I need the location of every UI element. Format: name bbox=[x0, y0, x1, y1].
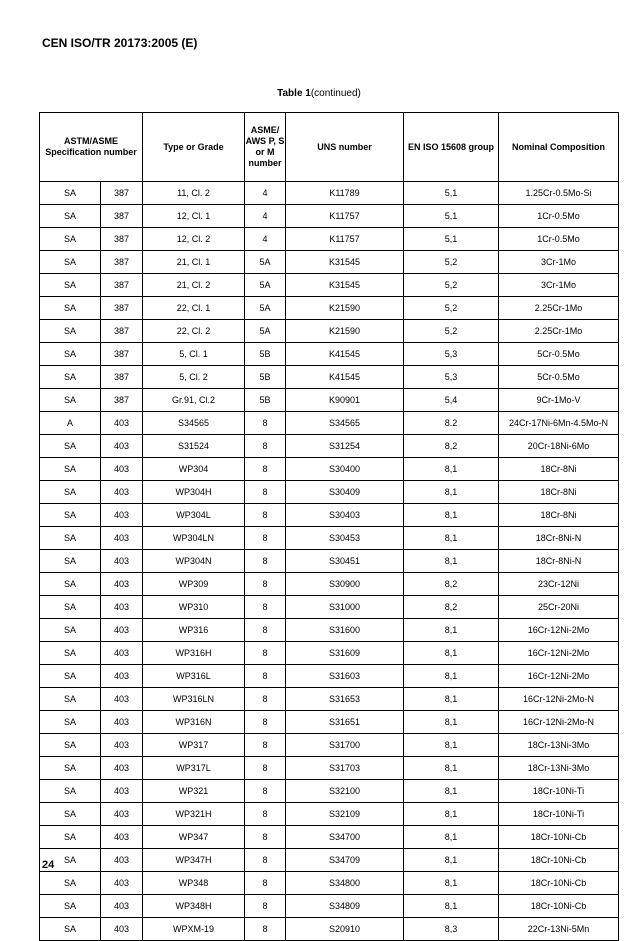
cell-asme-number: 5A bbox=[245, 320, 286, 343]
cell-nominal-composition: 16Cr-12Ni-2Mo bbox=[499, 619, 619, 642]
cell-type-grade: 5, Cl. 1 bbox=[143, 343, 245, 366]
table-row bbox=[40, 389, 619, 412]
cell-nominal-composition: 9Cr-1Mo-V bbox=[499, 389, 619, 412]
table-row bbox=[40, 688, 619, 711]
cell-en-group: 5,3 bbox=[404, 366, 499, 389]
cell-en-group: 8,1 bbox=[404, 849, 499, 872]
cell-asme-number: 8 bbox=[245, 757, 286, 780]
cell-en-group: 8,1 bbox=[404, 619, 499, 642]
cell-spec-prefix: SA bbox=[40, 619, 101, 642]
cell-uns-number: S31254 bbox=[286, 435, 404, 458]
cell-type-grade: WP348 bbox=[143, 872, 245, 895]
cell-uns-number: K41545 bbox=[286, 366, 404, 389]
cell-asme-number: 8 bbox=[245, 527, 286, 550]
cell-asme-number: 8 bbox=[245, 573, 286, 596]
cell-type-grade: WPXM-19 bbox=[143, 918, 245, 941]
cell-nominal-composition: 16Cr-12Ni-2Mo bbox=[499, 665, 619, 688]
cell-uns-number: S30900 bbox=[286, 573, 404, 596]
cell-en-group: 8,2 bbox=[404, 596, 499, 619]
cell-type-grade: 11, Cl. 2 bbox=[143, 182, 245, 205]
cell-spec-number: 403 bbox=[101, 481, 143, 504]
header-spec-number: ASTM/ASME Specification number bbox=[40, 113, 143, 182]
cell-spec-prefix: A bbox=[40, 412, 101, 435]
cell-spec-prefix: SA bbox=[40, 826, 101, 849]
cell-spec-number: 387 bbox=[101, 366, 143, 389]
cell-en-group: 8,1 bbox=[404, 481, 499, 504]
cell-asme-number: 8 bbox=[245, 734, 286, 757]
cell-uns-number: S30400 bbox=[286, 458, 404, 481]
cell-asme-number: 4 bbox=[245, 205, 286, 228]
cell-en-group: 8,2 bbox=[404, 435, 499, 458]
cell-asme-number: 8 bbox=[245, 803, 286, 826]
cell-type-grade: 12, Cl. 2 bbox=[143, 228, 245, 251]
table-row bbox=[40, 366, 619, 389]
cell-spec-number: 403 bbox=[101, 849, 143, 872]
cell-nominal-composition: 22Cr-13Ni-5Mn bbox=[499, 918, 619, 941]
cell-spec-prefix: SA bbox=[40, 320, 101, 343]
cell-spec-number: 403 bbox=[101, 711, 143, 734]
table-row bbox=[40, 734, 619, 757]
cell-nominal-composition: 1Cr-0.5Mo bbox=[499, 205, 619, 228]
cell-spec-number: 403 bbox=[101, 412, 143, 435]
cell-spec-number: 403 bbox=[101, 918, 143, 941]
cell-spec-prefix: SA bbox=[40, 918, 101, 941]
cell-nominal-composition: 5Cr-0.5Mo bbox=[499, 366, 619, 389]
cell-en-group: 5,2 bbox=[404, 320, 499, 343]
cell-asme-number: 4 bbox=[245, 228, 286, 251]
cell-uns-number: S34809 bbox=[286, 895, 404, 918]
cell-en-group: 8,1 bbox=[404, 780, 499, 803]
cell-en-group: 8,1 bbox=[404, 826, 499, 849]
table-row bbox=[40, 504, 619, 527]
table-row bbox=[40, 780, 619, 803]
table-row bbox=[40, 228, 619, 251]
cell-spec-number: 403 bbox=[101, 780, 143, 803]
cell-asme-number: 4 bbox=[245, 182, 286, 205]
header-en-group: EN ISO 15608 group bbox=[404, 113, 499, 182]
cell-uns-number: S30403 bbox=[286, 504, 404, 527]
cell-asme-number: 5A bbox=[245, 274, 286, 297]
cell-en-group: 8,1 bbox=[404, 734, 499, 757]
cell-spec-prefix: SA bbox=[40, 550, 101, 573]
cell-uns-number: K90901 bbox=[286, 389, 404, 412]
cell-type-grade: 21, Cl. 1 bbox=[143, 251, 245, 274]
cell-asme-number: 8 bbox=[245, 780, 286, 803]
cell-en-group: 5,2 bbox=[404, 274, 499, 297]
cell-uns-number: S30409 bbox=[286, 481, 404, 504]
cell-uns-number: S31653 bbox=[286, 688, 404, 711]
cell-spec-prefix: SA bbox=[40, 182, 101, 205]
cell-nominal-composition: 18Cr-8Ni bbox=[499, 504, 619, 527]
cell-type-grade: Gr.91, Cl.2 bbox=[143, 389, 245, 412]
table-header-row bbox=[40, 113, 619, 182]
cell-spec-prefix: SA bbox=[40, 297, 101, 320]
cell-spec-number: 387 bbox=[101, 274, 143, 297]
cell-asme-number: 8 bbox=[245, 688, 286, 711]
cell-type-grade: 5, Cl. 2 bbox=[143, 366, 245, 389]
cell-asme-number: 8 bbox=[245, 642, 286, 665]
cell-uns-number: S30451 bbox=[286, 550, 404, 573]
cell-nominal-composition: 18Cr-8Ni-N bbox=[499, 550, 619, 573]
cell-nominal-composition: 1.25Cr-0.5Mo-Si bbox=[499, 182, 619, 205]
cell-nominal-composition: 23Cr-12Ni bbox=[499, 573, 619, 596]
page-number: 24 bbox=[42, 859, 55, 871]
cell-asme-number: 5B bbox=[245, 366, 286, 389]
cell-spec-number: 387 bbox=[101, 205, 143, 228]
cell-type-grade: WP316H bbox=[143, 642, 245, 665]
cell-type-grade: WP316L bbox=[143, 665, 245, 688]
cell-spec-prefix: SA bbox=[40, 389, 101, 412]
cell-en-group: 5,3 bbox=[404, 343, 499, 366]
cell-spec-prefix: SA bbox=[40, 642, 101, 665]
cell-spec-prefix: SA bbox=[40, 458, 101, 481]
cell-uns-number: S20910 bbox=[286, 918, 404, 941]
cell-uns-number: K11757 bbox=[286, 228, 404, 251]
cell-spec-prefix: SA bbox=[40, 803, 101, 826]
table-row bbox=[40, 596, 619, 619]
cell-asme-number: 8 bbox=[245, 619, 286, 642]
cell-asme-number: 8 bbox=[245, 665, 286, 688]
cell-uns-number: S34709 bbox=[286, 849, 404, 872]
cell-spec-prefix: SA bbox=[40, 527, 101, 550]
cell-spec-number: 387 bbox=[101, 343, 143, 366]
cell-asme-number: 8 bbox=[245, 412, 286, 435]
cell-uns-number: K31545 bbox=[286, 274, 404, 297]
cell-spec-number: 403 bbox=[101, 734, 143, 757]
cell-asme-number: 5A bbox=[245, 251, 286, 274]
cell-spec-number: 403 bbox=[101, 757, 143, 780]
cell-spec-prefix: SA bbox=[40, 435, 101, 458]
cell-type-grade: WP304H bbox=[143, 481, 245, 504]
cell-type-grade: S31524 bbox=[143, 435, 245, 458]
cell-en-group: 8,2 bbox=[404, 573, 499, 596]
table-row bbox=[40, 343, 619, 366]
table-row bbox=[40, 274, 619, 297]
cell-nominal-composition: 3Cr-1Mo bbox=[499, 251, 619, 274]
table-row bbox=[40, 251, 619, 274]
cell-uns-number: S31703 bbox=[286, 757, 404, 780]
cell-en-group: 5,2 bbox=[404, 251, 499, 274]
cell-asme-number: 8 bbox=[245, 895, 286, 918]
table-caption-continued: (continued) bbox=[310, 88, 361, 99]
cell-uns-number: S34800 bbox=[286, 872, 404, 895]
cell-uns-number: K11757 bbox=[286, 205, 404, 228]
cell-spec-prefix: SA bbox=[40, 872, 101, 895]
cell-type-grade: WP304 bbox=[143, 458, 245, 481]
cell-nominal-composition: 18Cr-13Ni-3Mo bbox=[499, 757, 619, 780]
cell-spec-prefix: SA bbox=[40, 665, 101, 688]
cell-en-group: 8,1 bbox=[404, 803, 499, 826]
header-asme-number: ASME/ AWS P, S or M number bbox=[245, 113, 286, 182]
cell-type-grade: WP309 bbox=[143, 573, 245, 596]
cell-nominal-composition: 18Cr-10Ni-Cb bbox=[499, 872, 619, 895]
table-caption bbox=[0, 88, 638, 99]
cell-spec-number: 387 bbox=[101, 251, 143, 274]
cell-nominal-composition: 18Cr-13Ni-3Mo bbox=[499, 734, 619, 757]
cell-spec-number: 403 bbox=[101, 826, 143, 849]
cell-en-group: 5,1 bbox=[404, 228, 499, 251]
cell-spec-prefix: SA bbox=[40, 481, 101, 504]
cell-asme-number: 8 bbox=[245, 481, 286, 504]
cell-type-grade: 22, Cl. 2 bbox=[143, 320, 245, 343]
cell-en-group: 5,2 bbox=[404, 297, 499, 320]
cell-uns-number: S31000 bbox=[286, 596, 404, 619]
cell-nominal-composition: 18Cr-10Ni-Cb bbox=[499, 826, 619, 849]
cell-uns-number: K21590 bbox=[286, 297, 404, 320]
cell-spec-prefix: SA bbox=[40, 366, 101, 389]
cell-en-group: 8,1 bbox=[404, 458, 499, 481]
cell-type-grade: S34565 bbox=[143, 412, 245, 435]
cell-nominal-composition: 16Cr-12Ni-2Mo bbox=[499, 642, 619, 665]
cell-spec-prefix: SA bbox=[40, 274, 101, 297]
cell-nominal-composition: 18Cr-8Ni-N bbox=[499, 527, 619, 550]
cell-spec-prefix: SA bbox=[40, 228, 101, 251]
cell-spec-prefix: SA bbox=[40, 205, 101, 228]
header-nominal-composition: Nominal Composition bbox=[499, 113, 619, 182]
cell-asme-number: 8 bbox=[245, 596, 286, 619]
cell-uns-number: S31609 bbox=[286, 642, 404, 665]
cell-spec-number: 387 bbox=[101, 389, 143, 412]
cell-spec-number: 403 bbox=[101, 803, 143, 826]
cell-nominal-composition: 16Cr-12Ni-2Mo-N bbox=[499, 711, 619, 734]
cell-type-grade: 22, Cl. 1 bbox=[143, 297, 245, 320]
cell-spec-number: 403 bbox=[101, 619, 143, 642]
cell-type-grade: WP321 bbox=[143, 780, 245, 803]
cell-nominal-composition: 20Cr-18Ni-6Mo bbox=[499, 435, 619, 458]
table-row bbox=[40, 458, 619, 481]
cell-asme-number: 8 bbox=[245, 849, 286, 872]
cell-spec-prefix: SA bbox=[40, 757, 101, 780]
cell-uns-number: S34700 bbox=[286, 826, 404, 849]
cell-type-grade: WP347 bbox=[143, 826, 245, 849]
table-row bbox=[40, 895, 619, 918]
cell-en-group: 8,1 bbox=[404, 550, 499, 573]
cell-uns-number: K41545 bbox=[286, 343, 404, 366]
cell-type-grade: WP304LN bbox=[143, 527, 245, 550]
cell-en-group: 8,1 bbox=[404, 504, 499, 527]
cell-spec-number: 403 bbox=[101, 458, 143, 481]
cell-asme-number: 8 bbox=[245, 435, 286, 458]
table-row bbox=[40, 320, 619, 343]
cell-spec-prefix: SA bbox=[40, 251, 101, 274]
document-header: CEN ISO/TR 20173:2005 (E) bbox=[42, 36, 198, 50]
cell-nominal-composition: 16Cr-12Ni-2Mo-N bbox=[499, 688, 619, 711]
cell-spec-number: 387 bbox=[101, 297, 143, 320]
cell-type-grade: WP316 bbox=[143, 619, 245, 642]
cell-en-group: 8.2 bbox=[404, 412, 499, 435]
cell-spec-number: 387 bbox=[101, 320, 143, 343]
cell-nominal-composition: 2.25Cr-1Mo bbox=[499, 297, 619, 320]
cell-spec-number: 387 bbox=[101, 182, 143, 205]
specification-table bbox=[39, 112, 619, 941]
cell-en-group: 8,1 bbox=[404, 895, 499, 918]
cell-spec-number: 403 bbox=[101, 688, 143, 711]
cell-spec-number: 387 bbox=[101, 228, 143, 251]
cell-spec-number: 403 bbox=[101, 872, 143, 895]
cell-uns-number: S32100 bbox=[286, 780, 404, 803]
cell-en-group: 8,1 bbox=[404, 688, 499, 711]
cell-nominal-composition: 18Cr-8Ni bbox=[499, 458, 619, 481]
cell-uns-number: S32109 bbox=[286, 803, 404, 826]
cell-asme-number: 8 bbox=[245, 826, 286, 849]
cell-spec-number: 403 bbox=[101, 435, 143, 458]
cell-asme-number: 8 bbox=[245, 711, 286, 734]
cell-nominal-composition: 18Cr-10Ni-Cb bbox=[499, 895, 619, 918]
cell-uns-number: K11789 bbox=[286, 182, 404, 205]
table-row bbox=[40, 297, 619, 320]
cell-spec-prefix: SA bbox=[40, 596, 101, 619]
cell-spec-prefix: SA bbox=[40, 504, 101, 527]
cell-type-grade: WP310 bbox=[143, 596, 245, 619]
table-row bbox=[40, 205, 619, 228]
cell-spec-number: 403 bbox=[101, 550, 143, 573]
cell-spec-prefix: SA bbox=[40, 780, 101, 803]
cell-en-group: 5,4 bbox=[404, 389, 499, 412]
cell-spec-prefix: SA bbox=[40, 573, 101, 596]
cell-asme-number: 8 bbox=[245, 918, 286, 941]
cell-type-grade: WP304L bbox=[143, 504, 245, 527]
cell-asme-number: 5A bbox=[245, 297, 286, 320]
cell-type-grade: 21, Cl. 2 bbox=[143, 274, 245, 297]
cell-type-grade: WP316N bbox=[143, 711, 245, 734]
cell-nominal-composition: 2.25Cr-1Mo bbox=[499, 320, 619, 343]
cell-spec-prefix: SA bbox=[40, 343, 101, 366]
cell-spec-number: 403 bbox=[101, 665, 143, 688]
table-row bbox=[40, 872, 619, 895]
table-caption-title: Table 1 bbox=[277, 88, 311, 99]
cell-uns-number: S34565 bbox=[286, 412, 404, 435]
table-row bbox=[40, 803, 619, 826]
cell-nominal-composition: 18Cr-10Ni-Ti bbox=[499, 803, 619, 826]
cell-asme-number: 5B bbox=[245, 389, 286, 412]
cell-spec-prefix: SA bbox=[40, 688, 101, 711]
cell-type-grade: WP317 bbox=[143, 734, 245, 757]
cell-asme-number: 8 bbox=[245, 458, 286, 481]
cell-spec-prefix: SA bbox=[40, 895, 101, 918]
table-row bbox=[40, 757, 619, 780]
cell-uns-number: S30453 bbox=[286, 527, 404, 550]
table-row bbox=[40, 918, 619, 941]
cell-spec-number: 403 bbox=[101, 527, 143, 550]
cell-en-group: 8,1 bbox=[404, 665, 499, 688]
cell-uns-number: K21590 bbox=[286, 320, 404, 343]
cell-uns-number: S31603 bbox=[286, 665, 404, 688]
cell-nominal-composition: 25Cr-20Ni bbox=[499, 596, 619, 619]
cell-spec-number: 403 bbox=[101, 573, 143, 596]
cell-nominal-composition: 1Cr-0.5Mo bbox=[499, 228, 619, 251]
table-row bbox=[40, 711, 619, 734]
cell-en-group: 5,1 bbox=[404, 205, 499, 228]
cell-spec-prefix: SA bbox=[40, 711, 101, 734]
table-row bbox=[40, 182, 619, 205]
cell-en-group: 8,1 bbox=[404, 527, 499, 550]
cell-spec-prefix: SA bbox=[40, 849, 101, 872]
cell-asme-number: 5B bbox=[245, 343, 286, 366]
cell-nominal-composition: 18Cr-10Ni-Ti bbox=[499, 780, 619, 803]
table-row bbox=[40, 550, 619, 573]
cell-spec-number: 403 bbox=[101, 504, 143, 527]
cell-uns-number: K31545 bbox=[286, 251, 404, 274]
table-row bbox=[40, 573, 619, 596]
cell-spec-number: 403 bbox=[101, 642, 143, 665]
cell-nominal-composition: 24Cr-17Ni-6Mn-4.5Mo-N bbox=[499, 412, 619, 435]
cell-asme-number: 8 bbox=[245, 872, 286, 895]
table-row bbox=[40, 481, 619, 504]
cell-type-grade: WP321H bbox=[143, 803, 245, 826]
cell-type-grade: WP347H bbox=[143, 849, 245, 872]
cell-nominal-composition: 18Cr-10Ni-Cb bbox=[499, 849, 619, 872]
cell-type-grade: WP304N bbox=[143, 550, 245, 573]
cell-type-grade: WP316LN bbox=[143, 688, 245, 711]
cell-nominal-composition: 18Cr-8Ni bbox=[499, 481, 619, 504]
cell-nominal-composition: 3Cr-1Mo bbox=[499, 274, 619, 297]
cell-en-group: 8,1 bbox=[404, 757, 499, 780]
cell-en-group: 8,1 bbox=[404, 642, 499, 665]
cell-uns-number: S31600 bbox=[286, 619, 404, 642]
cell-en-group: 8,3 bbox=[404, 918, 499, 941]
cell-en-group: 5,1 bbox=[404, 182, 499, 205]
cell-spec-prefix: SA bbox=[40, 734, 101, 757]
table-row bbox=[40, 826, 619, 849]
table-row bbox=[40, 665, 619, 688]
cell-uns-number: S31700 bbox=[286, 734, 404, 757]
cell-en-group: 8,1 bbox=[404, 711, 499, 734]
cell-spec-number: 403 bbox=[101, 895, 143, 918]
cell-type-grade: WP317L bbox=[143, 757, 245, 780]
table-row bbox=[40, 435, 619, 458]
table-row bbox=[40, 642, 619, 665]
cell-spec-number: 403 bbox=[101, 596, 143, 619]
cell-asme-number: 8 bbox=[245, 550, 286, 573]
table-row bbox=[40, 412, 619, 435]
table-row bbox=[40, 849, 619, 872]
cell-type-grade: WP348H bbox=[143, 895, 245, 918]
cell-nominal-composition: 5Cr-0.5Mo bbox=[499, 343, 619, 366]
table-row bbox=[40, 619, 619, 642]
cell-asme-number: 8 bbox=[245, 504, 286, 527]
table-row bbox=[40, 527, 619, 550]
header-type-grade: Type or Grade bbox=[143, 113, 245, 182]
cell-uns-number: S31651 bbox=[286, 711, 404, 734]
cell-type-grade: 12, Cl. 1 bbox=[143, 205, 245, 228]
header-uns-number: UNS number bbox=[286, 113, 404, 182]
cell-en-group: 8,1 bbox=[404, 872, 499, 895]
